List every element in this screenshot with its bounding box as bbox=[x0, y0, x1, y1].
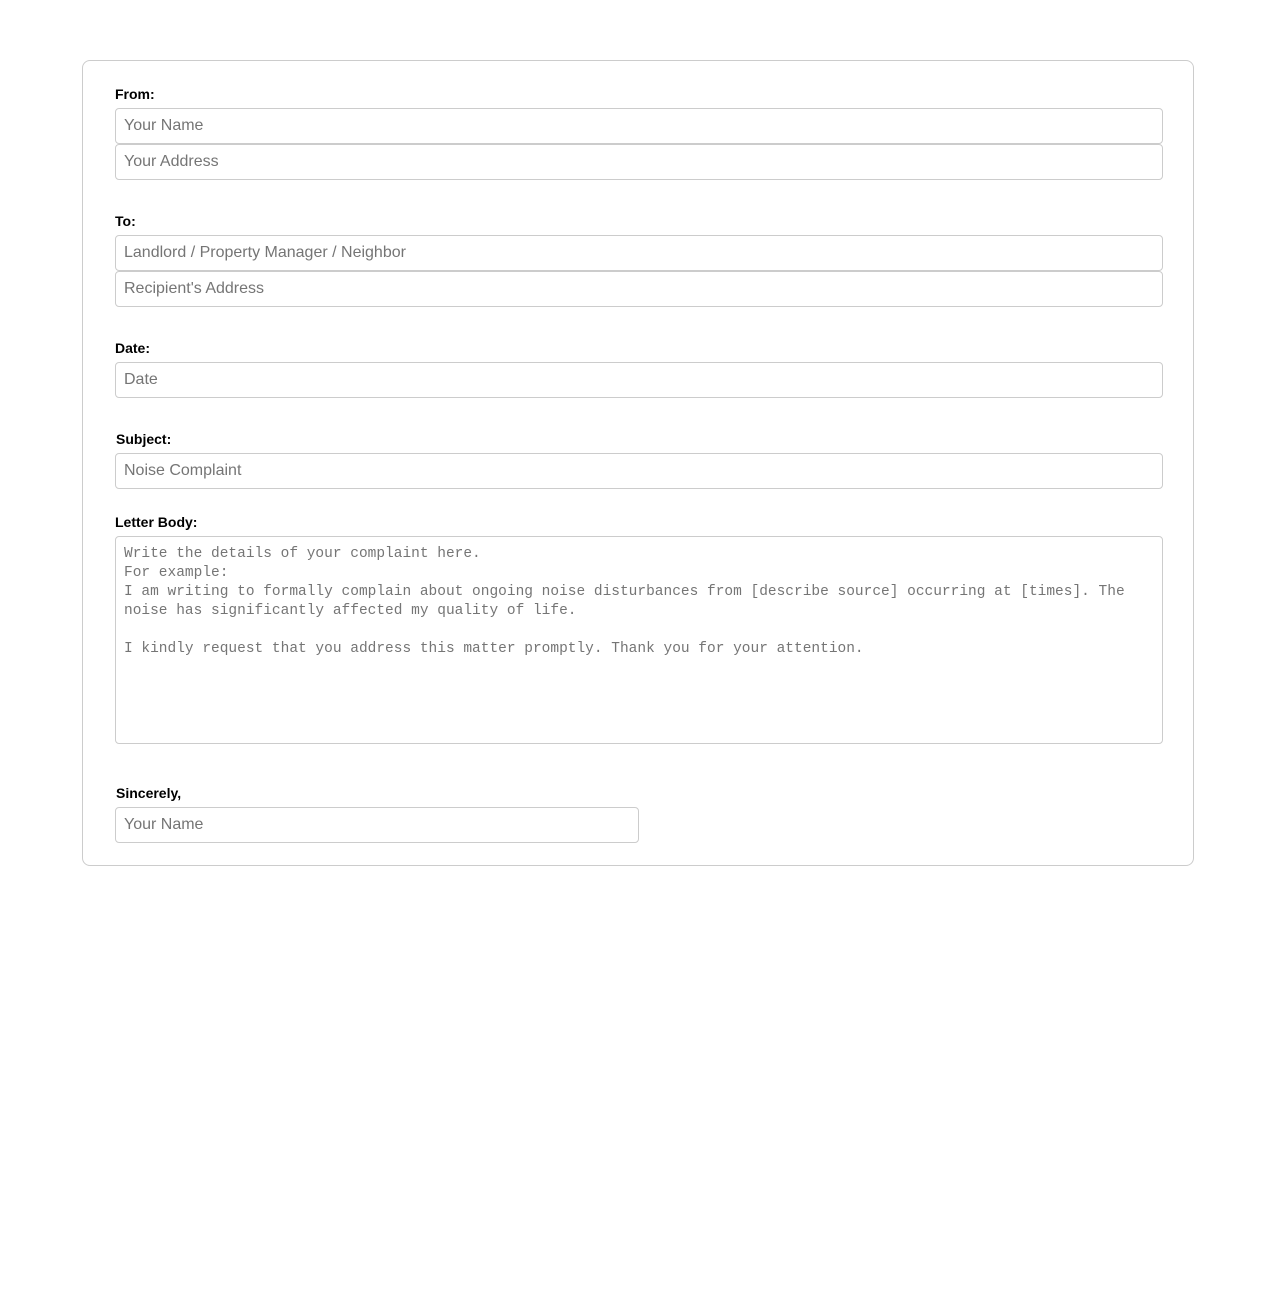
letter-form-card bbox=[82, 60, 1194, 866]
date-label: Date: bbox=[115, 340, 151, 356]
letter-body-label: Letter Body: bbox=[115, 514, 198, 530]
letter-body-textarea[interactable] bbox=[115, 536, 1163, 744]
signature-name-input[interactable] bbox=[115, 807, 639, 843]
from-label: From: bbox=[115, 86, 155, 102]
date-input[interactable] bbox=[115, 362, 1163, 398]
sender-name-input[interactable] bbox=[115, 108, 1163, 144]
sender-address-input[interactable] bbox=[115, 144, 1163, 180]
to-label: To: bbox=[115, 213, 136, 229]
closing-label: Sincerely, bbox=[116, 785, 182, 801]
subject-label: Subject: bbox=[116, 431, 172, 447]
recipient-address-input[interactable] bbox=[115, 271, 1163, 307]
subject-input[interactable] bbox=[115, 453, 1163, 489]
recipient-name-input[interactable] bbox=[115, 235, 1163, 271]
